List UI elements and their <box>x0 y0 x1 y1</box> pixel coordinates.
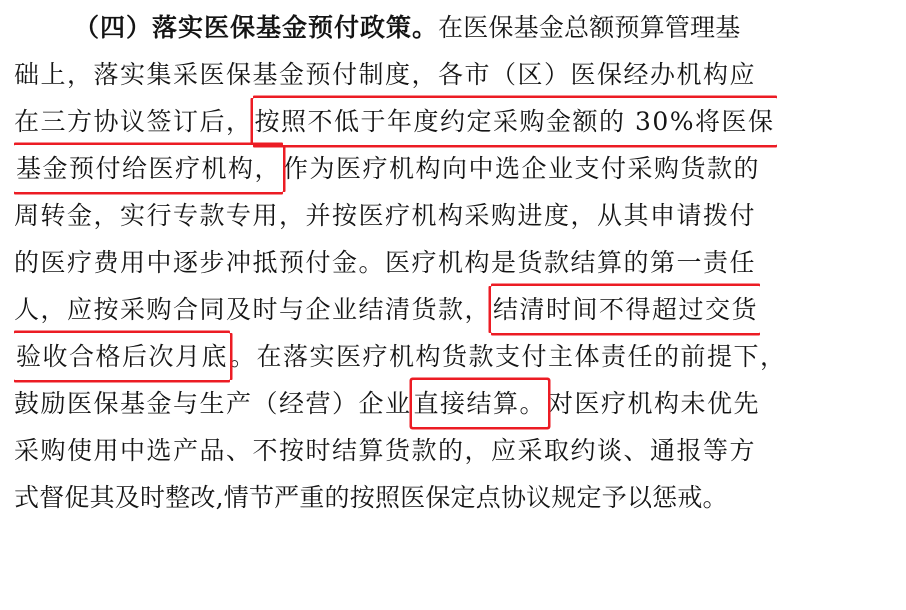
text-line-3 <box>14 98 892 145</box>
highlight-annotation-1-part-1: 按照不低于年度约定采购金额的 30%将医保 <box>253 98 777 145</box>
text-line-11 <box>14 474 892 521</box>
text-line-1 <box>14 4 892 51</box>
highlight-annotation-3: 直接结算。 <box>412 380 549 427</box>
line-8-text: 。在落实医疗机构货款支付主体责任的前提下， <box>230 342 787 371</box>
text-line-8 <box>14 333 892 380</box>
text-line-7 <box>14 286 892 333</box>
line-10-text: 采购使用中选产品、不按时结算货款的，应采取约谈、通报等方 <box>14 436 757 465</box>
line-5-text: 周转金，实行专款专用，并按医疗机构采购进度，从其申请拨付 <box>14 201 757 230</box>
line-9-text-before: 鼓励医保基金与生产（经营）企业 <box>14 389 412 418</box>
line-9-text-after: 对医疗机构未优先 <box>548 389 761 418</box>
line-3-text: 在三方协议签订后， <box>14 107 253 136</box>
line-7-text: 人，应按采购合同及时与企业结清货款， <box>14 295 492 324</box>
line-6-text: 的医疗费用中逐步冲抵预付金。医疗机构是货款结算的第一责任 <box>14 248 757 277</box>
line-2-text: 础上，落实集采医保基金预付制度，各市（区）医保经办机构应 <box>14 60 757 89</box>
highlight-annotation-2-part-2: 验收合格后次月底 <box>14 333 230 380</box>
highlight-annotation-1-part-2: 基金预付给医疗机构， <box>14 145 283 192</box>
text-line-4 <box>14 145 892 192</box>
line-4-text: 作为医疗机构向中选企业支付采购货款的 <box>283 154 761 183</box>
document-text-body <box>14 4 892 521</box>
text-line-6 <box>14 239 892 286</box>
line-1-text: 在医保基金总额预算管理基 <box>438 13 741 42</box>
text-line-9 <box>14 380 892 427</box>
text-line-2 <box>14 51 892 98</box>
text-line-10 <box>14 427 892 474</box>
section-heading: （四）落实医保基金预付政策。 <box>74 13 439 42</box>
line-11-text: 式督促其及时整改,情节严重的按照医保定点协议规定予以惩戒。 <box>14 483 728 512</box>
text-line-5 <box>14 192 892 239</box>
highlight-annotation-2-part-1: 结清时间不得超过交货 <box>491 286 760 333</box>
